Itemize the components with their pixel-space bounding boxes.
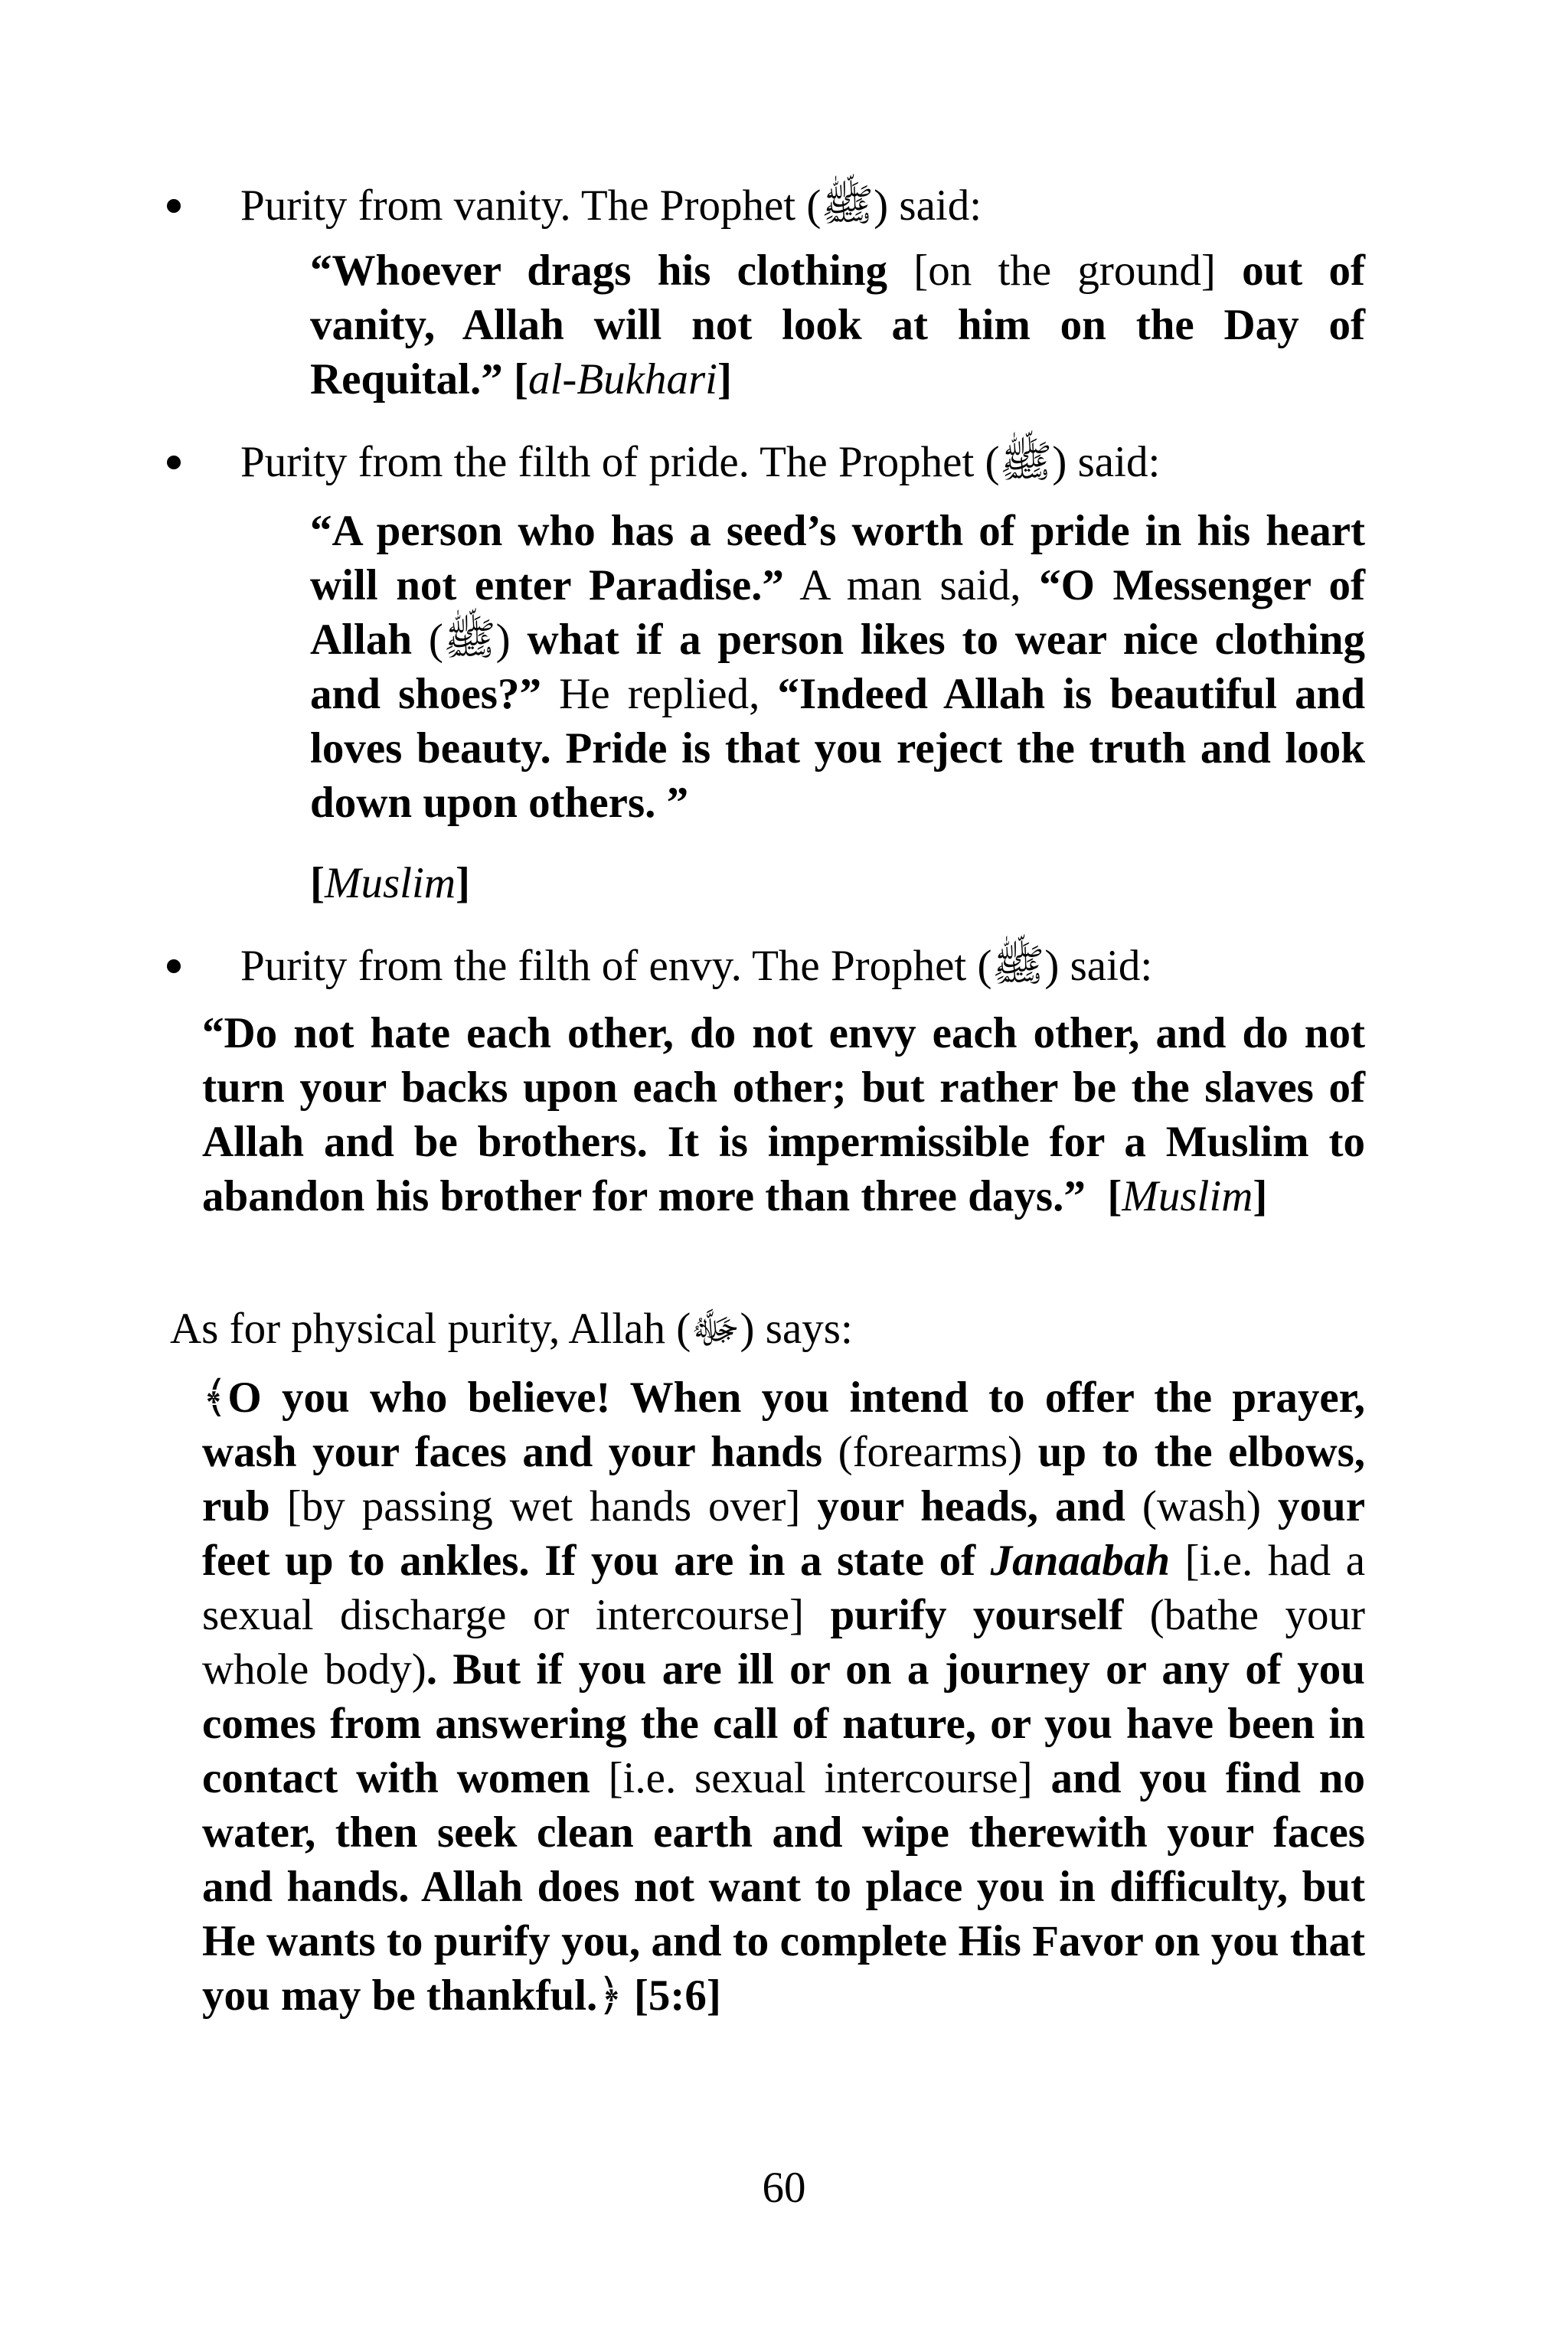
source-bracket: [ (514, 355, 529, 403)
salutation-symbol: (ﷺ) (428, 616, 511, 664)
source-name: al-Bukhari (528, 355, 717, 403)
physical-purity-intro: As for physical purity, Allah (ﷻ) says: (170, 1305, 853, 1353)
term-janaabah: Janaabah (990, 1537, 1171, 1585)
source-name: Muslim (324, 859, 456, 907)
verse-open-bracket: ﴾ (202, 1372, 228, 1423)
hadith-text: “Whoever drags his clothing (310, 247, 888, 295)
narration-text: A man said, (799, 561, 1021, 609)
bullet-pride-text: Purity from the filth of pride. The Prophet (ﷺ) said: (240, 438, 1161, 486)
hadith-note: [on the ground] (913, 247, 1216, 295)
source-bracket: ] (717, 355, 732, 403)
narration-text: He replied, (559, 670, 760, 718)
hadith-text: “Indeed Allah is beautiful and loves beauty. Pride is that you reject the truth and look down upon others. ” (310, 670, 1366, 827)
quran-verse: ﴾O you who believe! When you intend to offer the prayer, wash your faces and your hands (forearms) up to the elbows, rub [by passing wet hands over] your heads, and (wash) your feet up to ankles. If you are in a state of Janaabah [i.e. had a sexual discharge or intercourse] purify yourself (bathe your whole body). But if you are ill or on a journey or any of you comes from answering the call of nature, or you have been in contact with women [i.e. sexual intercourse] and you find no water, then seek clean earth and wipe therewith your faces and hands. Allah does not want to place you in difficulty, but He wants to purify you, and to complete His Favor on you that you may be thankful.﴿ [5:6] (202, 1372, 1366, 2020)
page-number: 60 (762, 2164, 806, 2212)
hadith-vanity (310, 243, 1365, 407)
hadith-pride (310, 504, 1365, 830)
bullet-icon (167, 959, 181, 973)
hadith-text: “A person who has a seed’s worth of pride in his heart will not enter Paradise.” (310, 507, 1365, 609)
hadith-envy: “Do not hate each other, do not envy each other, and do not turn your backs upon each other; but rather be the slaves of Allah and be brothers. It is impermissible for a Muslim to abandon his brother for more than three days.” [Muslim] (202, 1009, 1365, 1220)
verse-close-bracket: ﴿ (597, 1970, 623, 2020)
source-name: Muslim (1122, 1172, 1253, 1220)
bullet-icon (167, 199, 181, 213)
hadith-text: “Do not hate each other, do not envy each other, and do not turn your backs upon each other; but rather be the slaves of Allah and be brothers. It is impermissible for a Muslim to abandon his brother for more than three days.” (202, 1009, 1365, 1220)
bullet-vanity-text: Purity from vanity. The Prophet (ﷺ) said: (240, 181, 982, 230)
bullet-envy-text: Purity from the filth of envy. The Prophet (ﷺ) said: (240, 942, 1153, 990)
hadith-text: out of vanity, Allah will not look at him on the Day of Requital.” (310, 247, 1366, 403)
bullet-icon (167, 456, 181, 469)
hadith-text: “O Messenger of Allah (310, 561, 1365, 664)
source-muslim: [Muslim] (310, 859, 470, 907)
verse-reference: [5:6] (633, 1971, 721, 2020)
hadith-text: what if a person likes to wear nice clothing and shoes?” (310, 616, 1366, 718)
